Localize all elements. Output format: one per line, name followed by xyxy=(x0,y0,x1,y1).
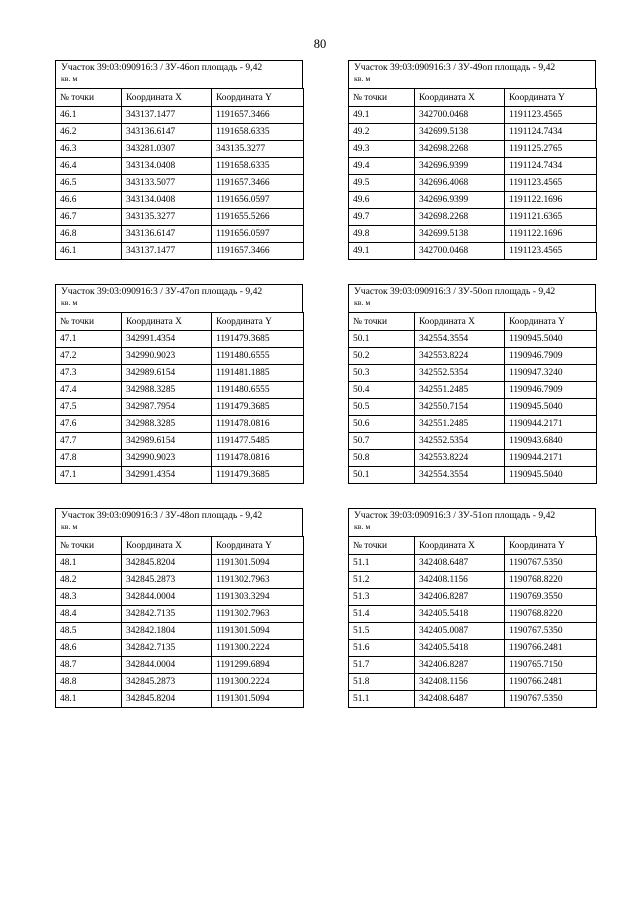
coordinate-x: 342696.4068 xyxy=(415,175,505,192)
coordinate-x: 342700.0468 xyxy=(415,243,505,260)
coordinate-y: 1191123.4565 xyxy=(505,107,597,124)
table-row xyxy=(56,623,304,640)
point-number: 48.6 xyxy=(56,640,122,657)
table-header-row xyxy=(349,537,597,555)
coordinate-y: 1191658.6335 xyxy=(212,158,304,175)
table-row xyxy=(56,243,304,260)
parcel-title xyxy=(55,508,303,536)
table-row xyxy=(349,348,597,365)
coordinate-y: 1191658.6335 xyxy=(212,124,304,141)
table-row xyxy=(56,331,304,348)
coordinate-x: 342699.5138 xyxy=(415,124,505,141)
column-header: Координата Y xyxy=(505,537,597,555)
column-header: Координата Y xyxy=(212,313,304,331)
coordinate-x: 343137.1477 xyxy=(122,243,212,260)
parcel-title xyxy=(348,284,596,312)
point-number: 50.3 xyxy=(349,365,415,382)
column-header: Координата X xyxy=(122,313,212,331)
coordinate-y: 1190944.2171 xyxy=(505,416,597,433)
point-number: 46.6 xyxy=(56,192,122,209)
point-number: 46.8 xyxy=(56,226,122,243)
coordinate-x: 342551.2485 xyxy=(415,382,505,399)
coordinate-x: 343135.3277 xyxy=(122,209,212,226)
coordinates-table xyxy=(348,536,597,708)
coordinate-y: 1191303.3294 xyxy=(212,589,304,606)
table-row xyxy=(56,691,304,708)
table-row xyxy=(56,657,304,674)
column-header: № точки xyxy=(56,89,122,107)
coordinate-y: 1191124.7434 xyxy=(505,124,597,141)
coordinate-y: 1191125.2765 xyxy=(505,141,597,158)
coordinate-y: 1190947.3240 xyxy=(505,365,597,382)
point-number: 46.2 xyxy=(56,124,122,141)
coordinate-x: 343281.0307 xyxy=(122,141,212,158)
table-row xyxy=(349,175,597,192)
table-row xyxy=(349,572,597,589)
coordinate-x: 342845.8204 xyxy=(122,555,212,572)
coordinate-y: 1191302.7963 xyxy=(212,606,304,623)
parcel-title-text: Участок 39:03:090916:3 / ЗУ-50оп площадь - 9,42 xyxy=(354,286,556,297)
table-row xyxy=(349,124,597,141)
coordinate-x: 343134.0408 xyxy=(122,158,212,175)
table-header-row xyxy=(56,313,304,331)
table-row xyxy=(349,467,597,484)
coordinate-x: 342408.6487 xyxy=(415,691,505,708)
coordinate-y: 1191479.3685 xyxy=(212,467,304,484)
table-header-row xyxy=(349,313,597,331)
table-row xyxy=(349,331,597,348)
coordinate-y: 1190945.5040 xyxy=(505,331,597,348)
coordinate-y: 1191121.6365 xyxy=(505,209,597,226)
coordinate-y: 1191300.2224 xyxy=(212,640,304,657)
point-number: 51.2 xyxy=(349,572,415,589)
column-header: Координата X xyxy=(415,89,505,107)
point-number: 48.4 xyxy=(56,606,122,623)
column-header: Координата X xyxy=(122,537,212,555)
coordinate-x: 343136.6147 xyxy=(122,226,212,243)
table-row xyxy=(349,209,597,226)
table-header-row xyxy=(349,89,597,107)
point-number: 48.1 xyxy=(56,691,122,708)
parcel-title xyxy=(348,60,596,88)
table-row xyxy=(349,450,597,467)
table-row xyxy=(56,141,304,158)
coordinate-x: 342988.3285 xyxy=(122,382,212,399)
coordinate-x: 342987.7954 xyxy=(122,399,212,416)
coordinate-y: 1191480.6555 xyxy=(212,382,304,399)
coordinate-x: 342553.8224 xyxy=(415,450,505,467)
point-number: 48.5 xyxy=(56,623,122,640)
point-number: 50.8 xyxy=(349,450,415,467)
point-number: 48.3 xyxy=(56,589,122,606)
point-number: 47.5 xyxy=(56,399,122,416)
table-row xyxy=(349,158,597,175)
coordinate-y: 1191302.7963 xyxy=(212,572,304,589)
area-unit: кв. м xyxy=(354,522,371,531)
coordinate-x: 342989.6154 xyxy=(122,433,212,450)
coordinate-y: 1190946.7909 xyxy=(505,348,597,365)
table-row xyxy=(56,416,304,433)
coordinate-x: 342553.8224 xyxy=(415,348,505,365)
coordinate-x: 343137.1477 xyxy=(122,107,212,124)
point-number: 46.3 xyxy=(56,141,122,158)
table-row xyxy=(349,433,597,450)
table-row xyxy=(56,158,304,175)
coordinate-x: 342696.9399 xyxy=(415,192,505,209)
coordinate-x: 343136.6147 xyxy=(122,124,212,141)
coordinate-x: 342696.9399 xyxy=(415,158,505,175)
coordinate-y: 1190769.3550 xyxy=(505,589,597,606)
point-number: 50.1 xyxy=(349,331,415,348)
coordinate-x: 342406.8287 xyxy=(415,657,505,674)
coordinate-y: 1191123.4565 xyxy=(505,175,597,192)
table-row xyxy=(56,467,304,484)
point-number: 47.1 xyxy=(56,467,122,484)
point-number: 47.4 xyxy=(56,382,122,399)
table-header-row xyxy=(56,89,304,107)
coordinate-x: 342845.8204 xyxy=(122,691,212,708)
coordinate-x: 342405.5418 xyxy=(415,606,505,623)
column-header: Координата X xyxy=(122,89,212,107)
coordinate-x: 342552.5354 xyxy=(415,365,505,382)
coordinate-y: 1190767.5350 xyxy=(505,623,597,640)
table-row xyxy=(56,589,304,606)
coordinate-y: 1190768.8220 xyxy=(505,572,597,589)
column-header: № точки xyxy=(349,537,415,555)
coordinate-y: 1191123.4565 xyxy=(505,243,597,260)
coordinate-y: 1191655.5266 xyxy=(212,209,304,226)
coordinate-y: 1190768.8220 xyxy=(505,606,597,623)
point-number: 49.8 xyxy=(349,226,415,243)
coordinate-x: 342844.0004 xyxy=(122,657,212,674)
parcel-title-text: Участок 39:03:090916:3 / ЗУ-46оп площадь - 9,42 xyxy=(61,62,263,73)
coordinate-y: 1191301.5094 xyxy=(212,691,304,708)
coordinate-y: 1191477.5485 xyxy=(212,433,304,450)
point-number: 47.8 xyxy=(56,450,122,467)
column-header: № точки xyxy=(349,89,415,107)
table-row xyxy=(56,175,304,192)
coordinate-x: 342406.8287 xyxy=(415,589,505,606)
coordinate-x: 342408.6487 xyxy=(415,555,505,572)
area-unit: кв. м xyxy=(354,74,371,83)
coordinates-table xyxy=(55,88,304,260)
parcel-block xyxy=(348,284,596,484)
coordinate-y: 1191299.6894 xyxy=(212,657,304,674)
point-number: 50.6 xyxy=(349,416,415,433)
point-number: 51.3 xyxy=(349,589,415,606)
coordinate-x: 342551.2485 xyxy=(415,416,505,433)
point-number: 47.1 xyxy=(56,331,122,348)
coordinate-x: 342699.5138 xyxy=(415,226,505,243)
table-row xyxy=(56,192,304,209)
parcel-title xyxy=(55,284,303,312)
area-unit: кв. м xyxy=(61,74,78,83)
coordinate-y: 1190766.2481 xyxy=(505,674,597,691)
column-header: Координата X xyxy=(415,313,505,331)
coordinate-x: 342554.3554 xyxy=(415,331,505,348)
table-row xyxy=(56,107,304,124)
point-number: 46.1 xyxy=(56,107,122,124)
coordinate-x: 342405.0087 xyxy=(415,623,505,640)
point-number: 46.7 xyxy=(56,209,122,226)
coordinate-x: 342408.1156 xyxy=(415,674,505,691)
table-row xyxy=(56,226,304,243)
parcel-block xyxy=(348,60,596,260)
column-header: Координата Y xyxy=(212,89,304,107)
table-row xyxy=(56,640,304,657)
table-row xyxy=(56,450,304,467)
coordinate-x: 342842.7135 xyxy=(122,606,212,623)
coordinate-x: 342552.5354 xyxy=(415,433,505,450)
table-row xyxy=(349,674,597,691)
point-number: 47.2 xyxy=(56,348,122,365)
table-row xyxy=(56,555,304,572)
point-number: 51.1 xyxy=(349,555,415,572)
table-row xyxy=(349,226,597,243)
point-number: 46.4 xyxy=(56,158,122,175)
coordinates-table xyxy=(348,312,597,484)
coordinate-x: 342845.2873 xyxy=(122,674,212,691)
coordinates-table xyxy=(348,88,597,260)
point-number: 46.5 xyxy=(56,175,122,192)
parcel-title-text: Участок 39:03:090916:3 / ЗУ-47оп площадь - 9,42 xyxy=(61,286,263,297)
table-row xyxy=(349,691,597,708)
table-row xyxy=(349,192,597,209)
parcel-title-text: Участок 39:03:090916:3 / ЗУ-48оп площадь - 9,42 xyxy=(61,510,263,521)
coordinate-y: 1191657.3466 xyxy=(212,243,304,260)
coordinate-y: 1190946.7909 xyxy=(505,382,597,399)
point-number: 47.6 xyxy=(56,416,122,433)
coordinate-x: 342991.4354 xyxy=(122,331,212,348)
coordinate-x: 342988.3285 xyxy=(122,416,212,433)
table-row xyxy=(349,640,597,657)
table-row xyxy=(349,589,597,606)
point-number: 46.1 xyxy=(56,243,122,260)
column-header: № точки xyxy=(56,313,122,331)
coordinate-y: 1191478.0816 xyxy=(212,416,304,433)
table-row xyxy=(349,243,597,260)
coordinate-y: 1191122.1696 xyxy=(505,226,597,243)
point-number: 48.8 xyxy=(56,674,122,691)
point-number: 47.7 xyxy=(56,433,122,450)
point-number: 50.5 xyxy=(349,399,415,416)
point-number: 51.6 xyxy=(349,640,415,657)
column-header: № точки xyxy=(56,537,122,555)
point-number: 50.7 xyxy=(349,433,415,450)
point-number: 49.6 xyxy=(349,192,415,209)
column-header: Координата Y xyxy=(505,89,597,107)
parcel-block xyxy=(55,284,303,484)
point-number: 48.7 xyxy=(56,657,122,674)
coordinate-y: 1191124.7434 xyxy=(505,158,597,175)
coordinate-x: 343133.5077 xyxy=(122,175,212,192)
column-header: Координата Y xyxy=(505,313,597,331)
coordinate-y: 1191657.3466 xyxy=(212,175,304,192)
area-unit: кв. м xyxy=(61,298,78,307)
point-number: 49.4 xyxy=(349,158,415,175)
coordinate-x: 342698.2268 xyxy=(415,141,505,158)
point-number: 48.1 xyxy=(56,555,122,572)
coordinate-y: 1191656.0597 xyxy=(212,192,304,209)
coordinate-x: 342842.1804 xyxy=(122,623,212,640)
coordinate-y: 1190944.2171 xyxy=(505,450,597,467)
point-number: 51.4 xyxy=(349,606,415,623)
point-number: 48.2 xyxy=(56,572,122,589)
area-unit: кв. м xyxy=(61,522,78,531)
table-row xyxy=(56,209,304,226)
point-number: 51.5 xyxy=(349,623,415,640)
coordinate-y: 1191479.3685 xyxy=(212,331,304,348)
coordinate-x: 342990.9023 xyxy=(122,450,212,467)
coordinate-x: 342991.4354 xyxy=(122,467,212,484)
table-row xyxy=(349,623,597,640)
table-row xyxy=(349,416,597,433)
coordinate-y: 1191478.0816 xyxy=(212,450,304,467)
table-row xyxy=(56,124,304,141)
point-number: 49.7 xyxy=(349,209,415,226)
coordinate-x: 342405.5418 xyxy=(415,640,505,657)
table-row xyxy=(349,365,597,382)
coordinate-y: 1191479.3685 xyxy=(212,399,304,416)
parcel-title xyxy=(55,60,303,88)
coordinates-table xyxy=(55,536,304,708)
coordinate-y: 1190766.2481 xyxy=(505,640,597,657)
point-number: 51.7 xyxy=(349,657,415,674)
point-number: 51.1 xyxy=(349,691,415,708)
parcel-block xyxy=(55,508,303,708)
point-number: 51.8 xyxy=(349,674,415,691)
point-number: 49.1 xyxy=(349,107,415,124)
table-row xyxy=(349,606,597,623)
coordinate-y: 1190767.5350 xyxy=(505,555,597,572)
page-number: 80 xyxy=(313,37,327,51)
column-header: № точки xyxy=(349,313,415,331)
coordinate-y: 1191300.2224 xyxy=(212,674,304,691)
coordinate-y: 1191480.6555 xyxy=(212,348,304,365)
column-header: Координата Y xyxy=(212,537,304,555)
point-number: 47.3 xyxy=(56,365,122,382)
coordinate-y: 1190765.7150 xyxy=(505,657,597,674)
table-row xyxy=(56,382,304,399)
parcel-title-text: Участок 39:03:090916:3 / ЗУ-51оп площадь - 9,42 xyxy=(354,510,556,521)
point-number: 50.1 xyxy=(349,467,415,484)
table-row xyxy=(56,348,304,365)
point-number: 49.3 xyxy=(349,141,415,158)
coordinate-y: 1190943.6840 xyxy=(505,433,597,450)
coordinate-y: 1191656.0597 xyxy=(212,226,304,243)
table-row xyxy=(56,433,304,450)
table-row xyxy=(349,107,597,124)
table-row xyxy=(56,365,304,382)
point-number: 50.2 xyxy=(349,348,415,365)
parcel-title-text: Участок 39:03:090916:3 / ЗУ-49оп площадь - 9,42 xyxy=(354,62,556,73)
coordinate-y: 1191481.1885 xyxy=(212,365,304,382)
table-row xyxy=(349,657,597,674)
point-number: 50.4 xyxy=(349,382,415,399)
parcel-block xyxy=(348,508,596,708)
coordinate-y: 1191301.5094 xyxy=(212,555,304,572)
table-row xyxy=(56,572,304,589)
coordinate-y: 343135.3277 xyxy=(212,141,304,158)
coordinate-x: 342554.3554 xyxy=(415,467,505,484)
table-row xyxy=(56,674,304,691)
coordinate-x: 343134.0408 xyxy=(122,192,212,209)
table-row xyxy=(56,399,304,416)
point-number: 49.5 xyxy=(349,175,415,192)
coordinate-y: 1191122.1696 xyxy=(505,192,597,209)
coordinate-x: 342700.0468 xyxy=(415,107,505,124)
coordinate-y: 1190767.5350 xyxy=(505,691,597,708)
parcel-block xyxy=(55,60,303,260)
coordinate-x: 342844.0004 xyxy=(122,589,212,606)
coordinate-x: 342845.2873 xyxy=(122,572,212,589)
column-header: Координата X xyxy=(415,537,505,555)
coordinate-y: 1190945.5040 xyxy=(505,467,597,484)
table-row xyxy=(349,141,597,158)
coordinate-x: 342698.2268 xyxy=(415,209,505,226)
coordinates-table xyxy=(55,312,304,484)
coordinate-y: 1190945.5040 xyxy=(505,399,597,416)
table-row xyxy=(349,555,597,572)
table-row xyxy=(349,399,597,416)
coordinate-x: 342408.1156 xyxy=(415,572,505,589)
parcel-title xyxy=(348,508,596,536)
table-row xyxy=(349,382,597,399)
coordinate-x: 342989.6154 xyxy=(122,365,212,382)
table-row xyxy=(56,606,304,623)
coordinate-x: 342550.7154 xyxy=(415,399,505,416)
coordinate-y: 1191301.5094 xyxy=(212,623,304,640)
coordinate-x: 342990.9023 xyxy=(122,348,212,365)
point-number: 49.2 xyxy=(349,124,415,141)
table-header-row xyxy=(56,537,304,555)
coordinate-y: 1191657.3466 xyxy=(212,107,304,124)
coordinate-x: 342842.7135 xyxy=(122,640,212,657)
point-number: 49.1 xyxy=(349,243,415,260)
area-unit: кв. м xyxy=(354,298,371,307)
